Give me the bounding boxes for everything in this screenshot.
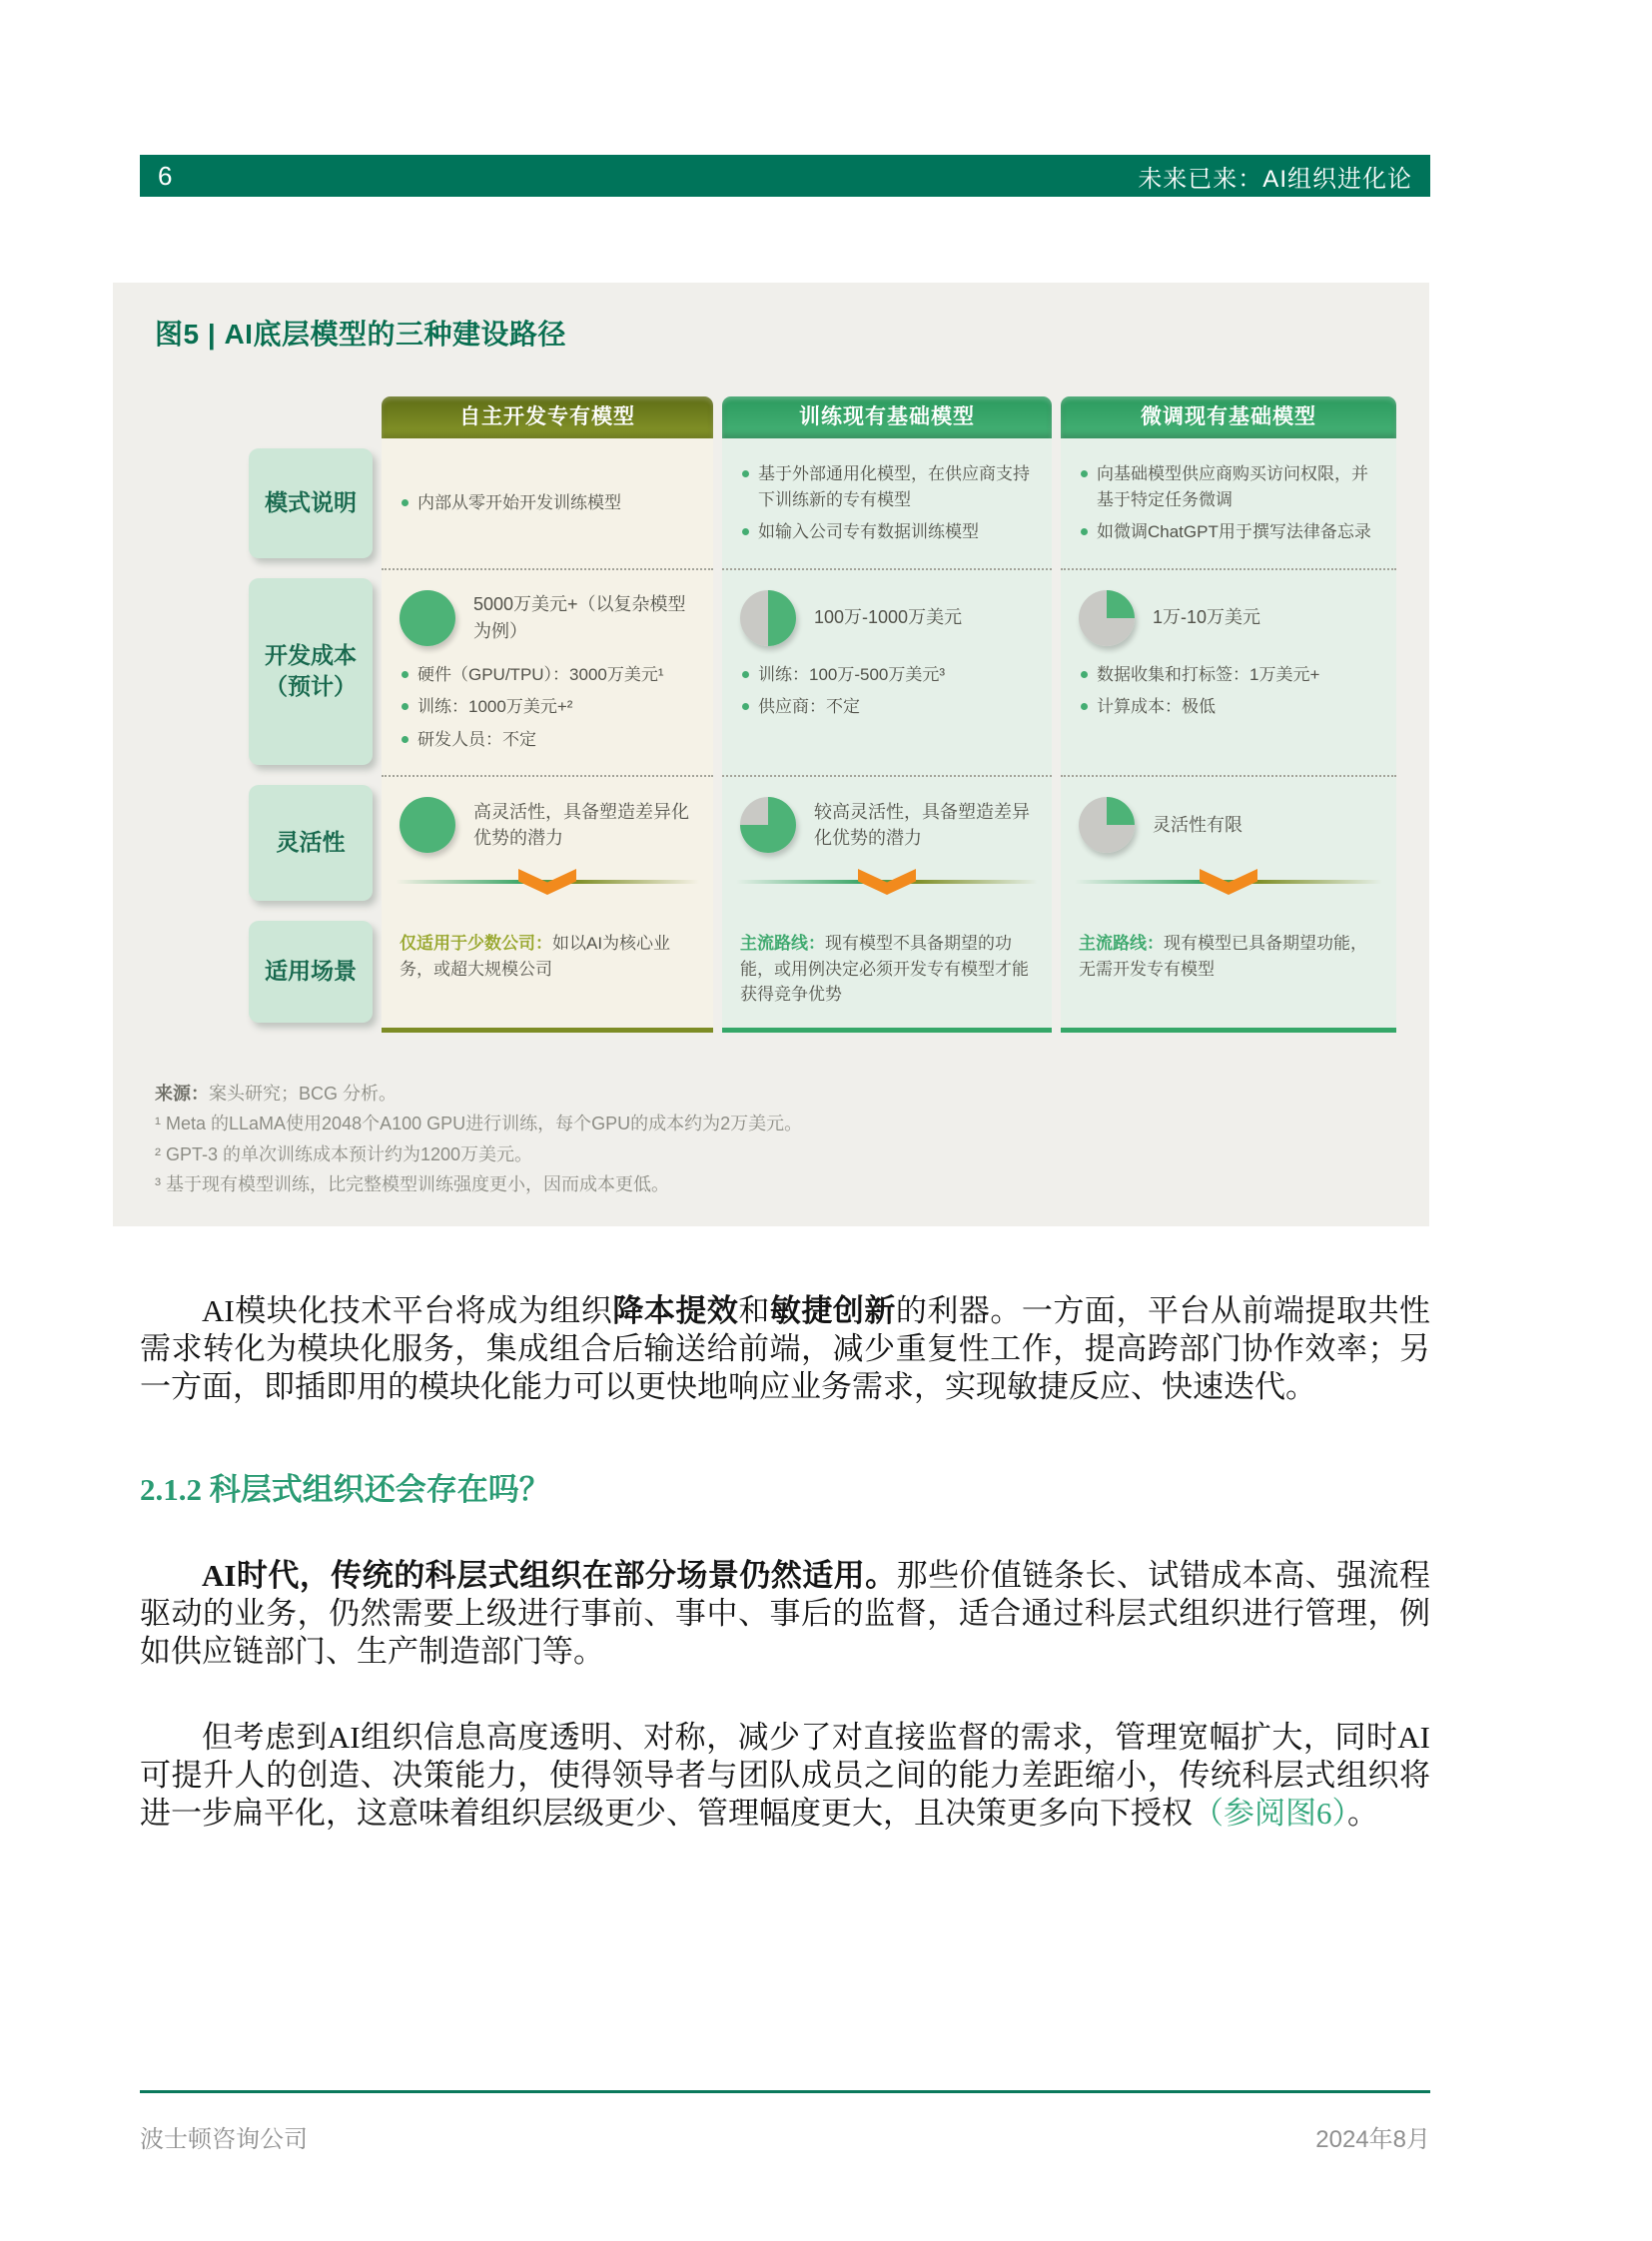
figure-6-reference-link[interactable]: （参阅图6） (1193, 1795, 1347, 1831)
figure-table (249, 396, 1387, 1033)
bullet-item: 基于外部通用化模型，在供应商支持下训练新的专有模型 (740, 461, 1034, 512)
cell-flex-finetune: 灵活性有限 (1061, 775, 1396, 911)
cell-mode-train-existing (722, 438, 1052, 568)
page-footer (140, 2090, 1430, 2154)
bullet-item: 如微调ChatGPT用于撰写法律备忘录 (1079, 519, 1378, 545)
table-corner-spacer (249, 396, 373, 438)
bullet-item: 向基础模型供应商购买访问权限，并基于特定任务微调 (1079, 461, 1378, 512)
page-header-title: 未来已来：AI组织进化论 (1138, 165, 1412, 193)
bullet-item: 训练：1000万美元+² (400, 694, 695, 720)
column-header-finetune-existing: 微调现有基础模型 (1061, 396, 1396, 438)
bullet-item: 供应商：不定 (740, 694, 1034, 720)
figure-title: 图5 | AI底层模型的三种建设路径 (155, 319, 566, 350)
bullet-item: 硬件（GPU/TPU）：3000万美元¹ (400, 662, 695, 688)
cell-mode-finetune (1061, 438, 1396, 568)
row-label-scenario: 适用场景 (249, 911, 373, 1033)
footer-company: 波士顿咨询公司 (140, 2126, 308, 2153)
cell-flex-train-existing: 较高灵活性，具备塑造差异化优势的潜力 (722, 775, 1052, 911)
footnote: ³ 基于现有模型训练，比完整模型训练强度更小，因而成本更低。 (155, 1174, 669, 1195)
cell-scenario-finetune: 主流路线：现有模型已具备期望功能，无需开发专有模型 (1061, 911, 1396, 1033)
scenario-lead: 主流路线： (1079, 934, 1164, 953)
bullet-item: 内部从零开始开发训练模型 (400, 490, 621, 516)
row-label-flexibility: 灵活性 (249, 775, 373, 911)
cell-cost-self-develop: 5000万美元+（以复杂模型为例） 硬件（GPU/TPU）：3000万美元¹ 训练：1000万美元+² 研发人员：不定 (382, 568, 713, 776)
cell-cost-finetune: 1万-10万美元 数据收集和打标签：1万美元+ 计算成本：极低 (1061, 568, 1396, 776)
cell-cost-train-existing: 100万-1000万美元 训练：100万-500万美元³ 供应商：不定 (722, 568, 1052, 776)
flex-pie-quarter-icon (1079, 797, 1135, 853)
cost-pie-full-icon (400, 590, 455, 646)
figure-panel (113, 283, 1429, 1226)
scenario-lead: 主流路线： (740, 934, 825, 953)
transition-divider (1075, 869, 1382, 895)
bullet-item: 训练：100万-500万美元³ (740, 662, 1034, 688)
bullet-item: 如输入公司专有数据训练模型 (740, 519, 1034, 545)
scenario-lead: 仅适用于少数公司： (400, 934, 552, 953)
footnote: ¹ Meta 的LLaMA使用2048个A100 GPU进行训练，每个GPU的成本约为2万美元。 (155, 1114, 803, 1134)
cell-flex-self-develop: 高灵活性，具备塑造差异化优势的潜力 (382, 775, 713, 911)
transition-divider (736, 869, 1038, 895)
column-header-train-existing: 训练现有基础模型 (722, 396, 1052, 438)
cell-mode-self-develop (382, 438, 713, 568)
bullet-item: 研发人员：不定 (400, 727, 695, 753)
row-label-mode: 模式说明 (249, 438, 373, 568)
bullet-item: 数据收集和打标签：1万美元+ (1079, 662, 1378, 688)
paragraph-flatter-organization: 但考虑到AI组织信息高度透明、对称，减少了对直接监督的需求，管理宽幅扩大，同时AI可提升人的创造、决策能力，使得领导者与团队成员之间的能力差距缩小，传统科层式组织将进一步扁平化，这意味着组织层级更少、管理幅度更大，且决策更多向下授权（参阅图6）。 (140, 1719, 1430, 1831)
flex-pie-full-icon (400, 797, 455, 853)
body-text (140, 1292, 1430, 1833)
paragraph-hierarchy-still-applies: AI时代，传统的科层式组织在部分场景仍然适用。那些价值链条长、试错成本高、强流程驱动的业务，仍然需要上级进行事前、事中、事后的监督，适合通过科层式组织进行管理，例如供应链部门、生产制造部门等。 (140, 1557, 1430, 1669)
cell-scenario-self-develop: 仅适用于少数公司：如以AI为核心业务，或超大规模公司 (382, 911, 713, 1033)
transition-divider (396, 869, 699, 895)
figure-source-notes (155, 1079, 1387, 1200)
cost-pie-quarter-icon (1079, 590, 1135, 646)
paragraph-modular-platform: AI模块化技术平台将成为组织降本提效和敏捷创新的利器。一方面，平台从前端提取共性需求转化为模块化服务，集成组合后输送给前端，减少重复性工作，提高跨部门协作效率；另一方面，即插即用的模块化能力可以更快地响应业务需求，实现敏捷反应、快速迭代。 (140, 1292, 1431, 1404)
section-heading-2-1-2: 2.1.2 科层式组织还会存在吗？ (140, 1471, 550, 1507)
source-line: 来源：案头研究；BCG 分析。 (155, 1083, 398, 1104)
cell-scenario-train-existing: 主流路线：现有模型不具备期望的功能，或用例决定必须开发专有模型才能获得竞争优势 (722, 911, 1052, 1033)
source-label: 来源： (155, 1083, 209, 1104)
bullet-item: 计算成本：极低 (1079, 694, 1378, 720)
footer-date: 2024年8月 (1315, 2126, 1430, 2153)
column-header-self-develop: 自主开发专有模型 (382, 396, 713, 438)
footnote: ² GPT-3 的单次训练成本预计约为1200万美元。 (155, 1143, 533, 1164)
page-header (140, 155, 1430, 197)
row-label-cost: 开发成本（预计） (249, 568, 373, 776)
flex-pie-threequarter-icon (740, 797, 796, 853)
cost-pie-half-icon (740, 590, 796, 646)
page-number: 6 (158, 160, 173, 191)
